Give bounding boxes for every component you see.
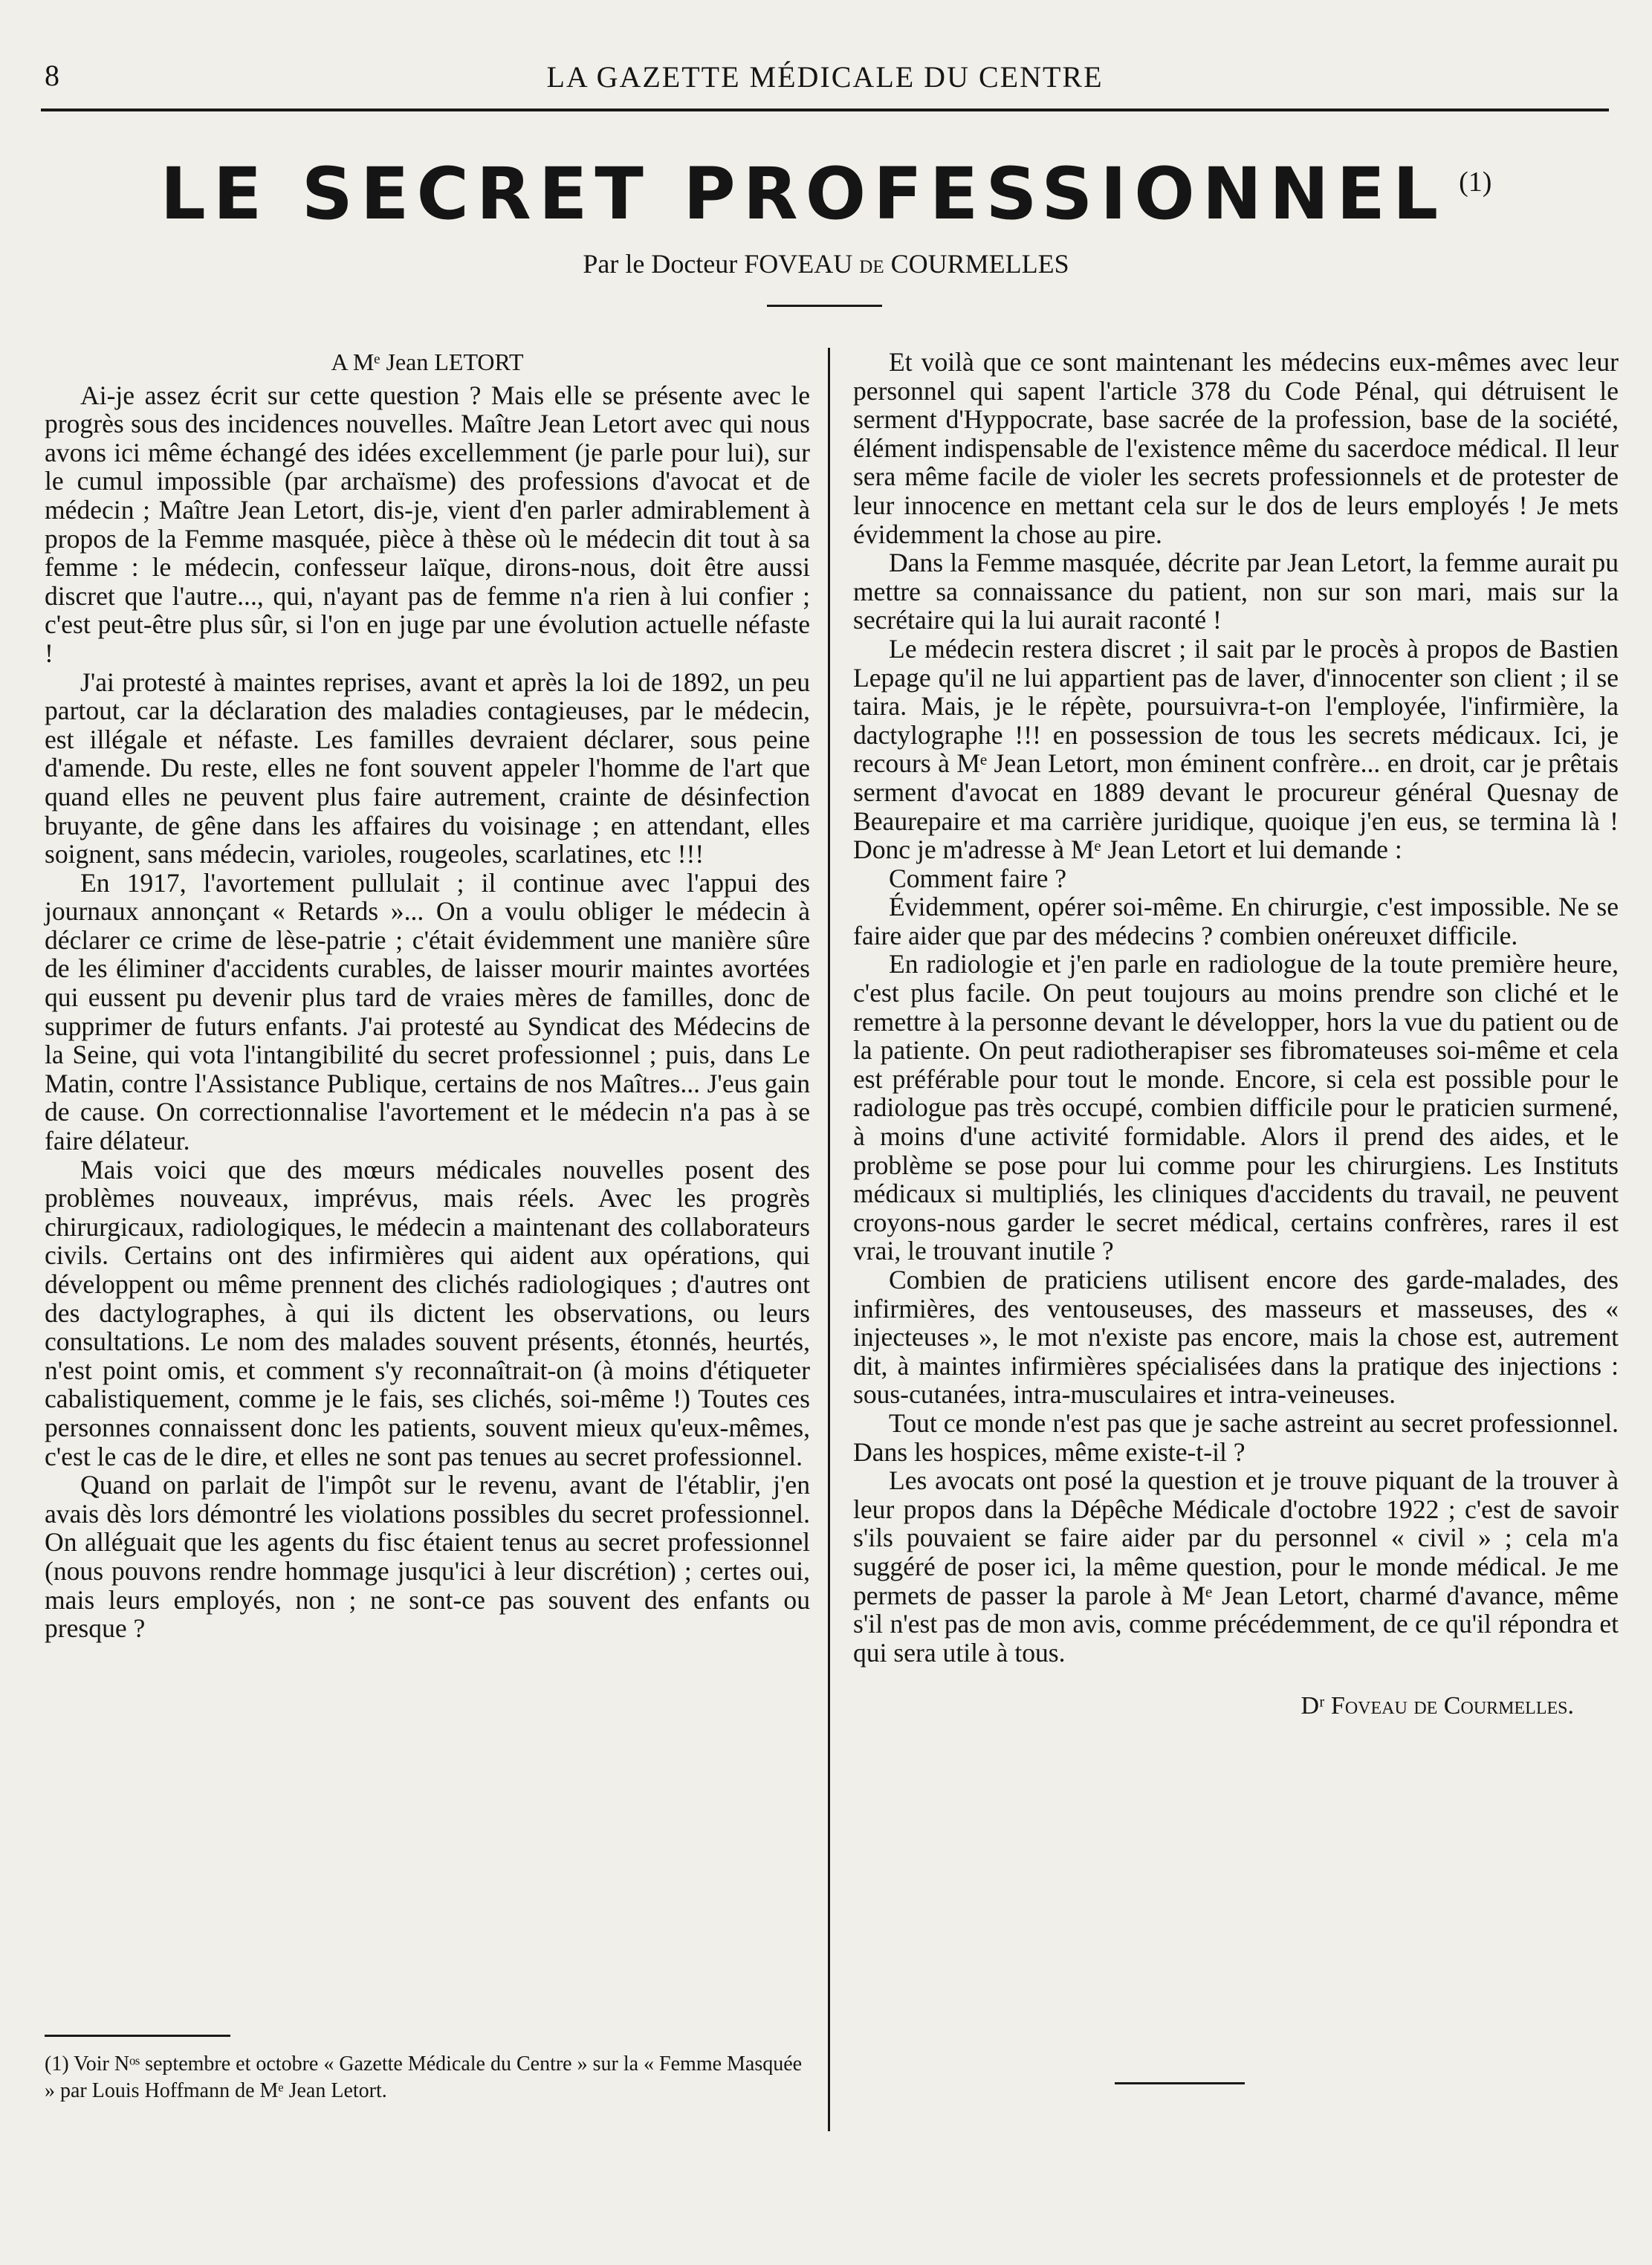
- article-title-text: LE SECRET PROFESSIONNEL: [160, 152, 1446, 236]
- title-footnote-mark: (1): [1459, 166, 1492, 198]
- paragraph: Et voilà que ce sont maintenant les médecins eux-mêmes avec leur personnel qui sapent l'article 378 du Code Pénal, qui détruisent le serment d'Hyppocrate, base sacrée de la profession, base de la société, élément indispensable de l'existence même du sacerdoce médical. Il leur sera même facile de violer les secrets professionnels et de protester de leur innocence en mettant cela sur le dos de leurs employés ! Je mets évidemment la chose au pire.: [853, 347, 1619, 549]
- byline-particle: de: [859, 249, 884, 279]
- paragraph: Comment faire ?: [889, 863, 1067, 893]
- left-column: [45, 348, 810, 1643]
- paragraph: En radiologie et j'en parle en radiologue de la toute première heure, c'est plus facile. On peut toujours au moins prendre son cliché et le remettre à la personne devant le développer, hors la vue du patient ou de la patiente. On peut radiotherapiser ses fibromateuses soi-même et cela est préférable pour tout le monde. Encore, si cela est possible pour le radiologue pas très occupé, combien difficile pour le praticien surmené, à moins d'une activité formidable. Alors il prend des aides, et le problème se pose pour lui comme pour les chirurgiens. Les Instituts médicaux si multipliés, les cliniques d'accidents du travail, ne peuvent croyons-nous garder le secret médical, certains confrères, rares il est vrai, le trouvant inutile ?: [853, 949, 1619, 1266]
- right-column: [853, 348, 1619, 1721]
- running-title: LA GAZETTE MÉDICALE DU CENTRE: [546, 60, 1104, 94]
- paragraph: Ai-je assez écrit sur cette question ? Mais elle se présente avec le progrès sous des incidences nouvelles. Maître Jean Letort avec qui nous avons ici même échangé des idées excellemment (je parle pour lui), sur le cumul impossible (par archaïsme) des professions d'avocat et de médecin ; Maître Jean Letort, dis-je, vient d'en parler admirablement à propos de la Femme masquée, pièce à thèse où le médecin dit tout à sa femme : le médecin, confesseur laïque, dirons-nous, doit être aussi discret que l'autre..., qui, n'ayant pas de femme n'a rien à lui confier ; c'est peut-être plus sûr, si l'on en juge par une évolution actuelle néfaste !: [45, 380, 810, 668]
- column-divider: [828, 348, 830, 2131]
- paragraph: Le médecin restera discret ; il sait par le procès à propos de Bastien Lepage qu'il ne lui appartient pas de laver, d'innocenter son client ; il se taira. Mais, je le répète, poursuivra-t-on l'employée, l'infirmière, la dactylographe !!! en possession de tous les secrets médicaux. Ici, je recours à Mᵉ Jean Letort, mon éminent confrère... en droit, car je prêtais serment d'avocat en 1889 devant le procureur général Quesnay de Beaurepaire et ma carrière juridique, quoique j'en eus, se termina là ! Donc je m'adresse à Mᵉ Jean Letort et lui demande :: [853, 633, 1619, 865]
- page-header: [45, 58, 1605, 95]
- signature-title: Dʳ: [1300, 1692, 1331, 1720]
- byline: [0, 248, 1652, 279]
- byline-prefix: Par le Docteur FOVEAU: [583, 249, 860, 279]
- title-divider: [767, 305, 882, 307]
- article-title: [0, 152, 1652, 236]
- header-rule: [41, 108, 1609, 111]
- byline-suffix: COURMELLES: [884, 249, 1069, 279]
- signature-rule: [1115, 2082, 1245, 2084]
- dedication: A Mᵉ Jean LETORT: [331, 349, 524, 375]
- paragraph: Tout ce monde n'est pas que je sache astreint au secret professionnel. Dans les hospices, même existe-t-il ?: [853, 1407, 1619, 1467]
- paragraph: Les avocats ont posé la question et je trouve piquant de la trouver à leur propos dans la Dépêche Médicale d'octobre 1922 ; c'est de savoir s'ils pouvaient se faire aider par du personnel « civil » ; cela m'a suggéré de poser ici, la même question, pour le monde médical. Je me permets de passer la parole à Mᵉ Jean Letort, charmé d'avance, même s'il n'est pas de mon avis, comme précédemment, de ce qu'il répondra et qui sera utile à tous.: [853, 1465, 1619, 1668]
- paragraph: Évidemment, opérer soi-même. En chirurgie, c'est impossible. Ne se faire aider que par des médecins ? combien onéreuxet difficile.: [853, 892, 1619, 950]
- footnote: (1) Voir Nᵒˢ septembre et octobre « Gazette Médicale du Centre » sur la « Femme Masquée » par Louis Hoffmann de Mᵉ Jean Letort.: [45, 2052, 803, 2102]
- signature-name: Foveau de Courmelles.: [1330, 1692, 1574, 1720]
- author-signature: [853, 1692, 1619, 1721]
- paragraph: Quand on parlait de l'impôt sur le revenu, avant de l'établir, j'en avais dès lors démontré les violations possibles du secret professionnel. On alléguait que les agents du fisc étaient tenus au secret professionnel (nous pouvons rendre hommage jusqu'ici à leur discrétion) ; certes oui, mais leurs employés, non ; ne sont-ce pas souvent des enfants ou presque ?: [45, 1470, 810, 1644]
- paragraph: Dans la Femme masquée, décrite par Jean Letort, la femme aurait pu mettre sa connaissance du patient, non sur son mari, mais sur la secrétaire qui la lui aurait raconté !: [853, 548, 1619, 635]
- page-number: 8: [45, 59, 59, 92]
- paragraph: J'ai protesté à maintes reprises, avant et après la loi de 1892, un peu partout, car la déclaration des maladies contagieuses, par le médecin, est illégale et néfaste. Les familles devraient déclarer, sous peine d'amende. Du reste, elles ne font souvent appeler l'homme de l'art que quand elles ne peuvent plus faire autrement, crainte de désinfection bruyante, de gêne dans les affaires du voisinage ; en attendant, elles soignent, sans médecin, varioles, rougeoles, scarlatines, etc !!!: [45, 667, 810, 869]
- footnote-rule: [45, 2035, 230, 2037]
- paragraph: Combien de praticiens utilisent encore des garde-malades, des infirmières, des ventouseuses, des masseurs et masseuses, des « injecteuses », le mot n'existe pas encore, mais la chose est, autrement dit, à maintes infirmières spécialisées dans la pratique des injections : sous-cutanées, intra-musculaires et intra-veineuses.: [853, 1265, 1619, 1410]
- paragraph: Mais voici que des mœurs médicales nouvelles posent des problèmes nouveaux, imprévus, mais réels. Avec les progrès chirurgicaux, radiologiques, le médecin a maintenant des collaborateurs civils. Certains ont des infirmières qui aident aux opérations, qui développent ou même prennent des clichés radiologiques ; d'autres ont des dactylographes, à qui ils dictent les observations, ou leurs consultations. Le nom des malades souvent présents, étonnés, heurtés, n'est point omis, et comment s'y reconnaîtrait-on (à moins d'étiqueter cabalistiquement, comme je le fais, ses clichés, soi-même !) Toutes ces personnes connaissent donc les patients, souvent mieux qu'eux-mêmes, c'est le cas de le dire, et elles ne sont pas tenues au secret professionnel.: [45, 1154, 810, 1471]
- paragraph: En 1917, l'avortement pullulait ; il continue avec l'appui des journaux annonçant « Retards »... On a voulu obliger le médecin à déclarer ce crime de lèse-patrie ; c'était évidemment une manière sûre de les éliminer d'accidents curables, de laisser mourir maintes avortées qui eussent pu devenir plus tard de vraies mères de familles, donc de supprimer de futurs enfants. J'ai protesté au Syndicat des Médecins de la Seine, qui vota l'intangibilité du secret professionnel ; puis, dans Le Matin, contre l'Assistance Publique, certains de nos Maîtres... J'eus gain de cause. On correctionnalise l'avortement et le médecin n'a pas à se faire délateur.: [45, 867, 810, 1156]
